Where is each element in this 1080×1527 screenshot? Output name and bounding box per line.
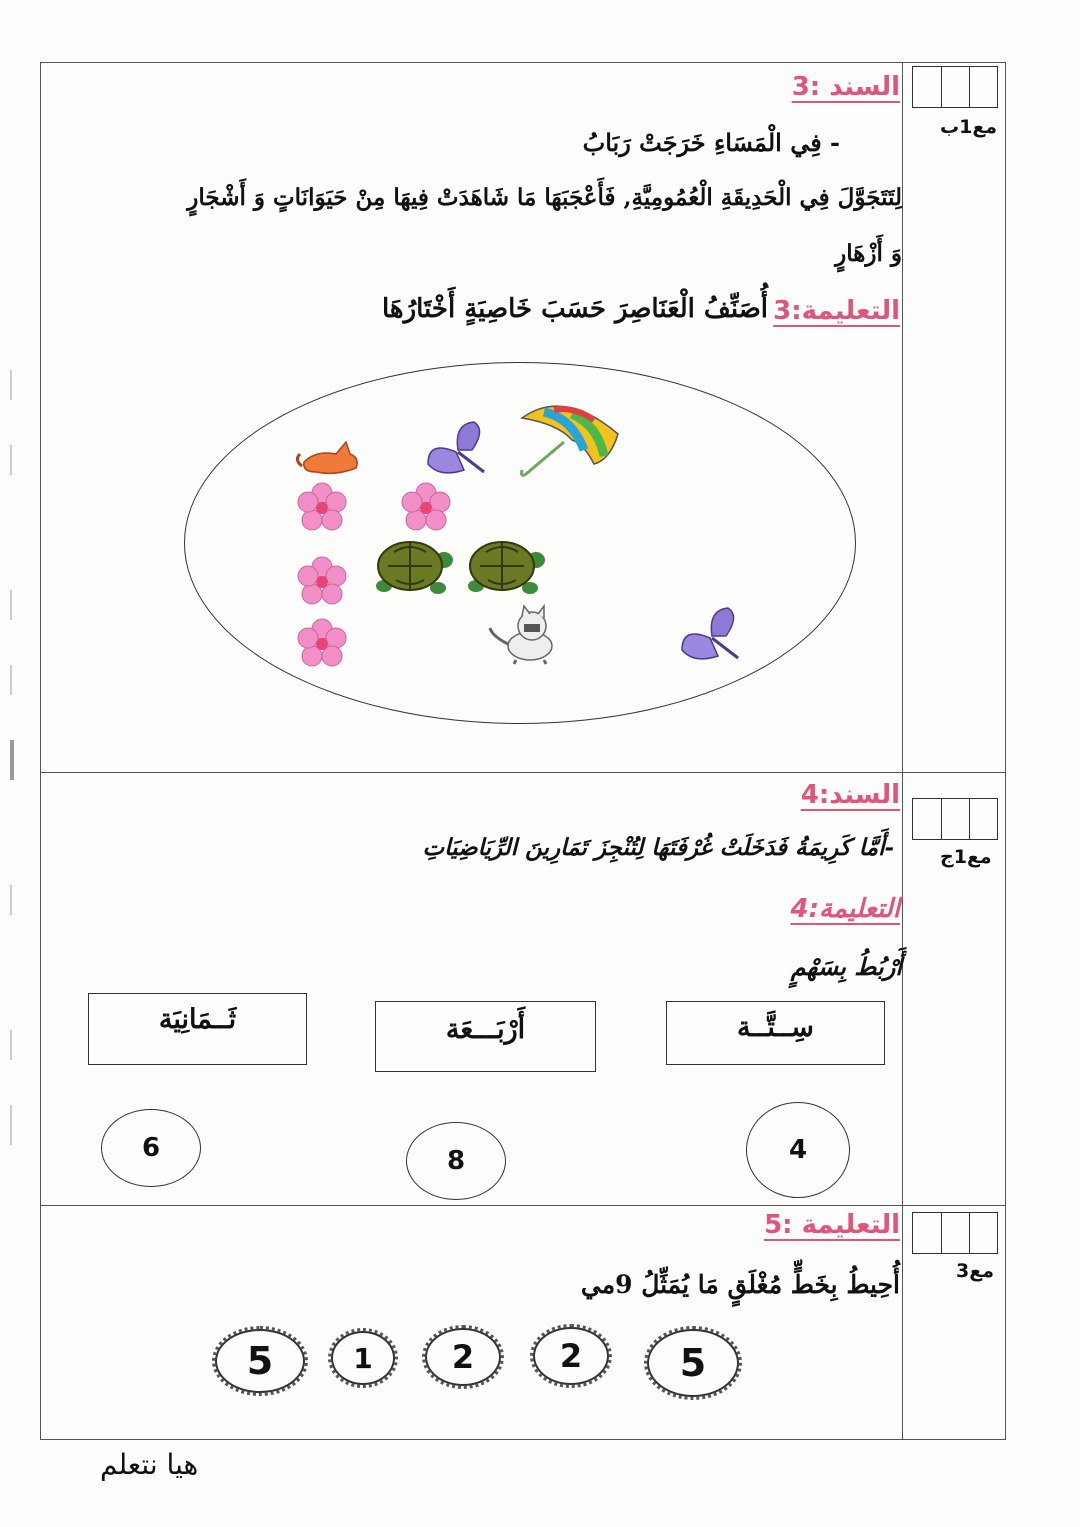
- score-boxes: [912, 66, 998, 108]
- umbrella-icon: [514, 394, 624, 482]
- competency-code: مع3: [956, 1260, 994, 1282]
- section-divider: [40, 1205, 1006, 1206]
- support-text-line: -أَمَّا كَرِيمَةُ فَدَخَلَتْ غُرْفَتَهَا لِتُنْجِزَ تَمَارِينَ الرِّيَاضِيَاتِ: [422, 834, 894, 861]
- coin-icon: [644, 1326, 742, 1400]
- instruction-label: التعليمة :5: [764, 1210, 900, 1240]
- instruction-label: التعليمة:4: [790, 894, 900, 924]
- support-text-line: وَ أَزْهَارٍ: [835, 240, 902, 267]
- margin-mark: [10, 1105, 24, 1145]
- word-box: أَرْبَـــعَة: [375, 1001, 596, 1072]
- section-title: السند:4: [800, 780, 900, 810]
- flower-icon: [296, 618, 348, 670]
- margin-mark: [10, 665, 24, 695]
- coin-icon: [328, 1328, 398, 1388]
- number-circle: 4: [746, 1102, 850, 1198]
- section-divider: [40, 772, 1006, 773]
- coin-value: 5: [215, 1329, 305, 1393]
- margin-mark: [10, 445, 24, 475]
- support-text-line: لِتَتَجَوَّلَ فِي الْحَدِيقَةِ الْعُمُومِيَّةِ, فَأَعْجَبَهَا مَا شَاهَدَتْ فِيهَا مِنْ حَيَوَانَاتٍ وَ أَشْجَارٍ: [187, 184, 902, 211]
- word-box: سِــتَّــة: [666, 1001, 885, 1065]
- column-divider: [902, 62, 903, 1440]
- competency-code: مع1ب: [940, 116, 998, 138]
- turtle-icon: [466, 532, 546, 604]
- margin-mark: [10, 885, 24, 915]
- instruction-text: أَرْبُطُ بِسَهْمٍ: [790, 952, 902, 981]
- margin-mark: [10, 370, 24, 400]
- coin-icon: [212, 1326, 308, 1396]
- cat-icon: [486, 604, 566, 666]
- instruction-text: أُحِيطُ بِخَطٍّ مُغْلَقٍ مَا يُمَثِّلُ 9مي: [580, 1270, 900, 1299]
- margin-mark: [10, 1030, 24, 1060]
- butterfly-icon: [678, 606, 744, 666]
- coin-value: 5: [647, 1329, 739, 1397]
- flower-icon: [296, 556, 348, 608]
- flower-icon: [400, 482, 452, 534]
- score-boxes: [912, 1212, 998, 1254]
- support-text-line: - فِي الْمَسَاءِ خَرَجَتْ رَبَابُ: [582, 128, 840, 157]
- competency-code: مع1ج: [940, 846, 992, 868]
- footer-text: هيا نتعلم: [100, 1448, 199, 1481]
- butterfly-icon: [424, 420, 490, 480]
- coin-value: 1: [331, 1331, 395, 1385]
- margin-mark: [10, 740, 26, 780]
- section-title: السند :3: [791, 72, 900, 102]
- coin-icon: [530, 1324, 612, 1388]
- coin-icon: [422, 1325, 504, 1389]
- flower-icon: [296, 482, 348, 534]
- coin-value: 2: [425, 1328, 501, 1386]
- score-boxes: [912, 798, 998, 840]
- instruction-label: التعليمة:3: [773, 296, 900, 326]
- number-circle: 8: [406, 1122, 506, 1200]
- fox-icon: [296, 432, 366, 482]
- coin-value: 2: [533, 1327, 609, 1385]
- instruction-text: أُصَنِّفُ الْعَنَاصِرَ حَسَبَ خَاصِيَةٍ أَخْتَارُهَا: [381, 294, 768, 324]
- number-circle: 6: [101, 1109, 201, 1187]
- margin-mark: [10, 590, 24, 620]
- turtle-icon: [374, 532, 454, 604]
- word-box: ثَــمَانِيَة: [88, 993, 307, 1065]
